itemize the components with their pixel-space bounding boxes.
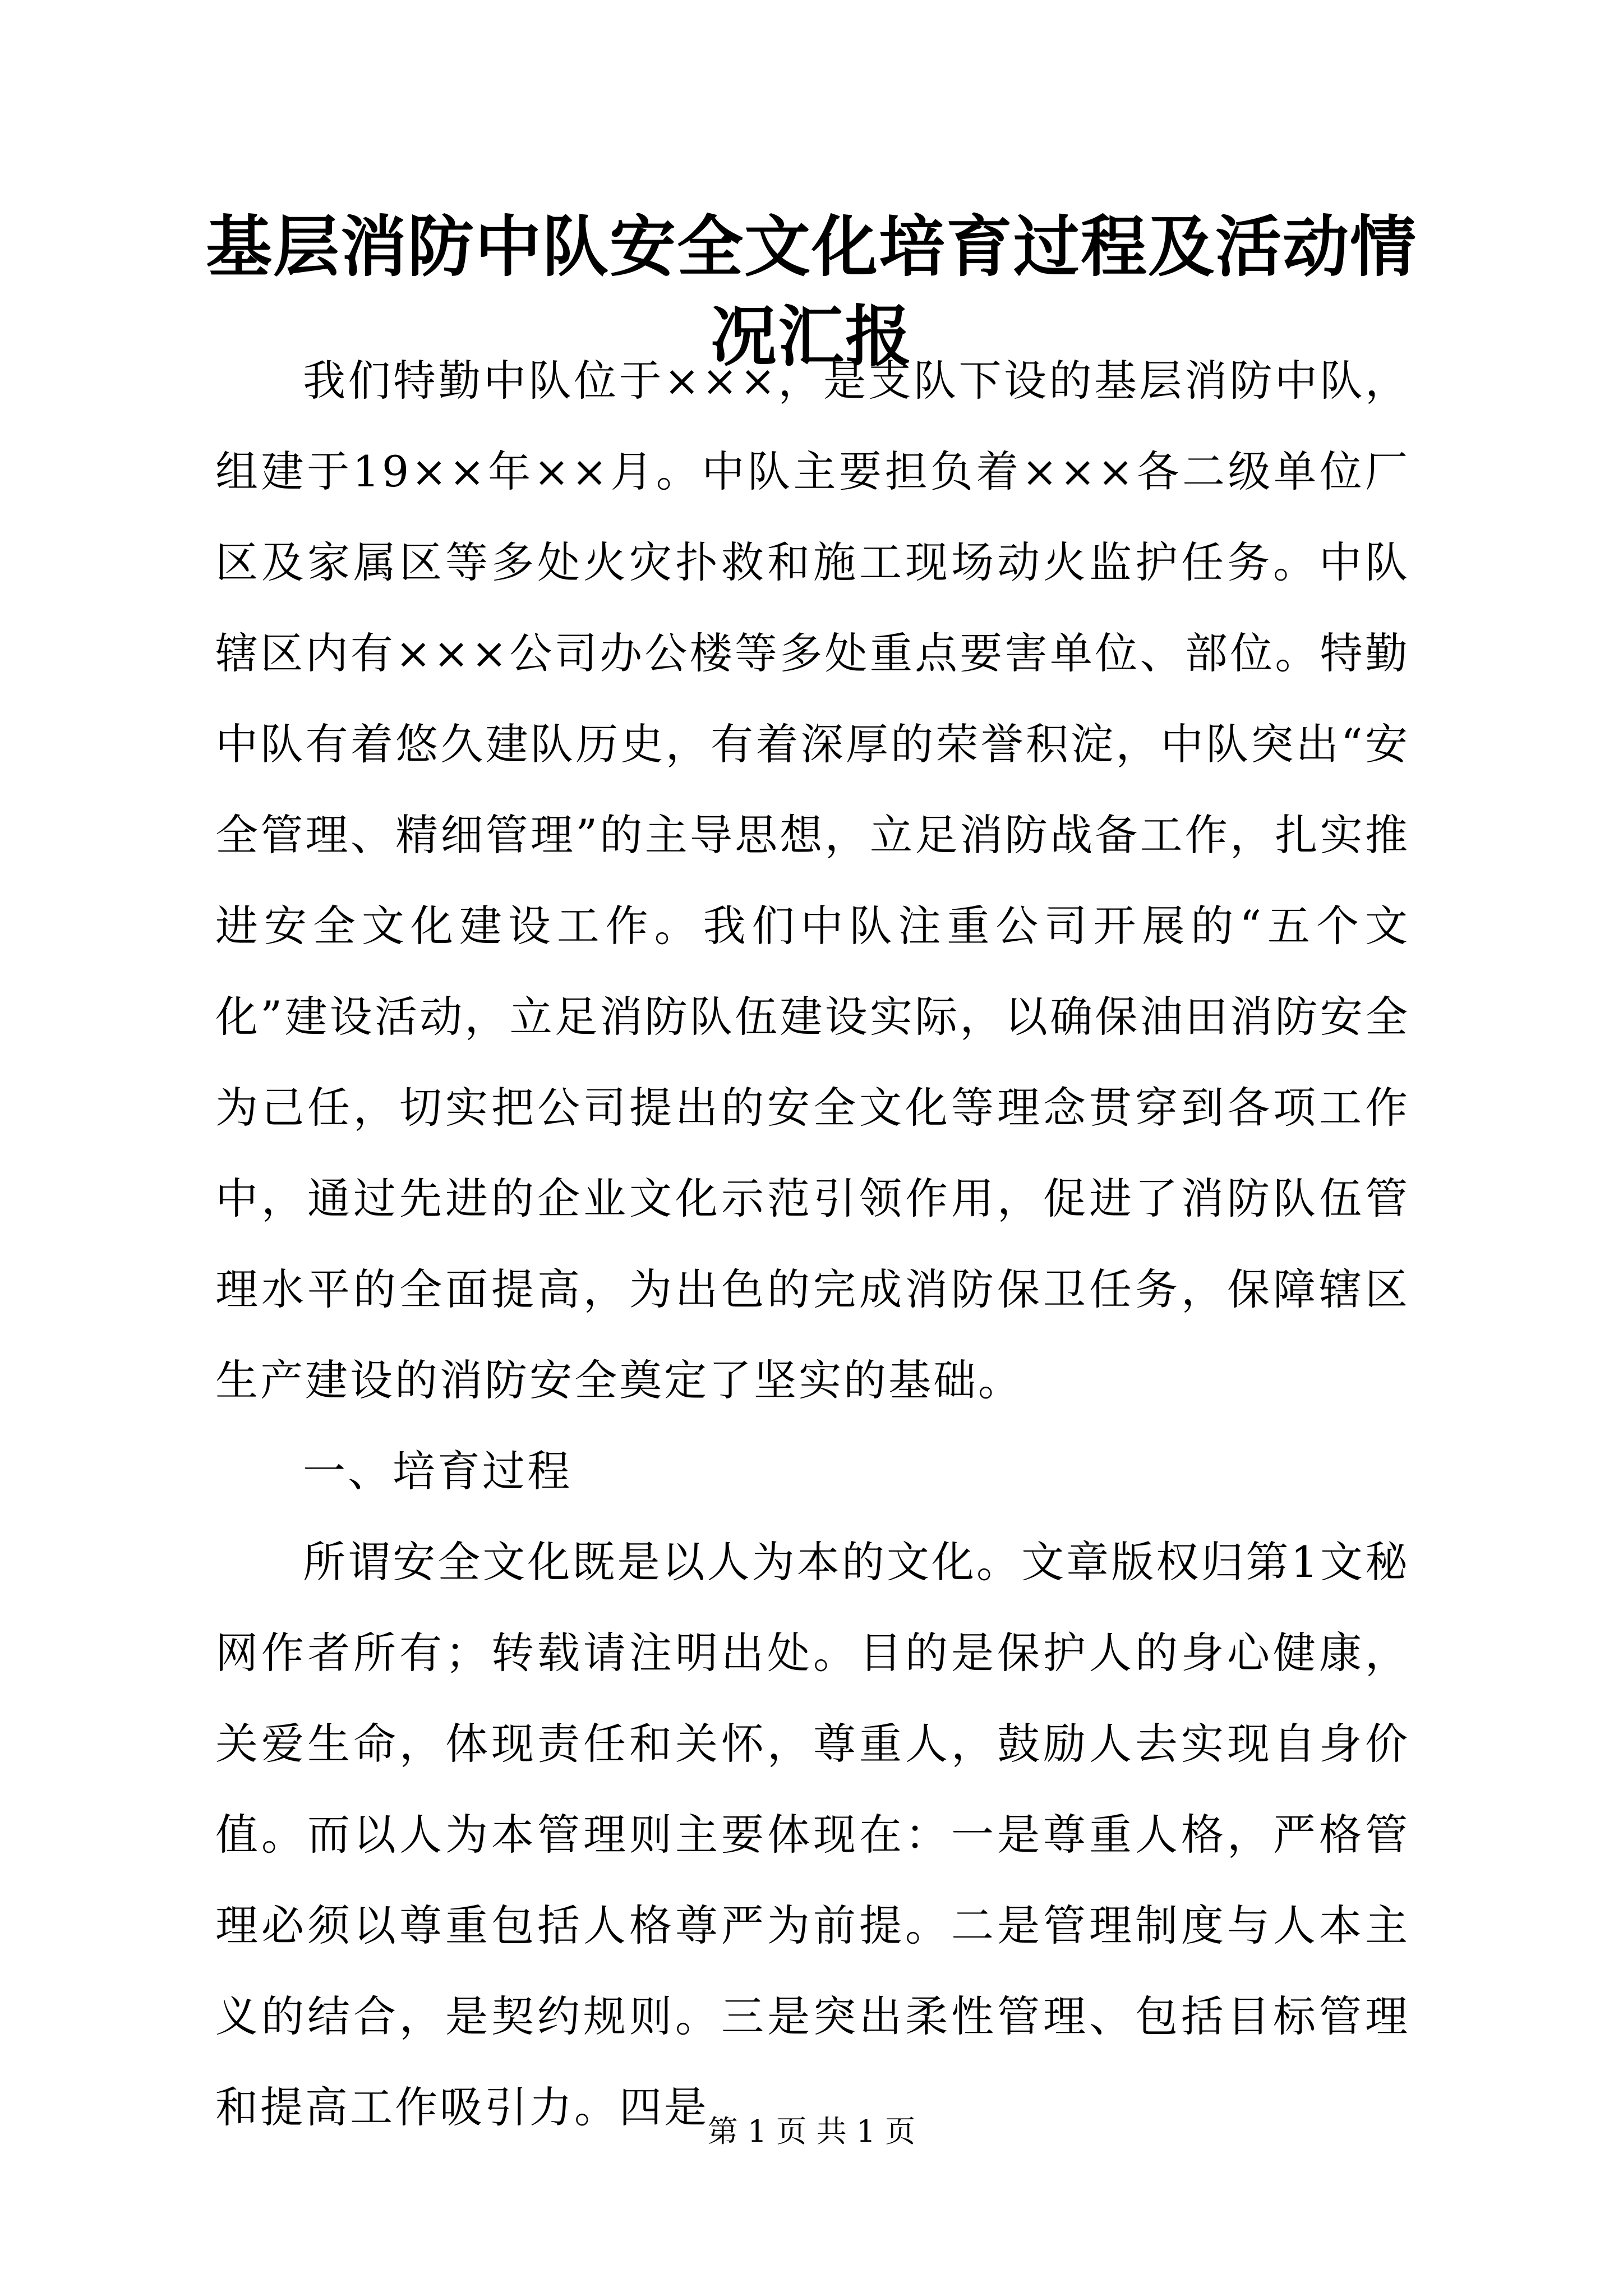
- document-title: 基层消防中队安全文化培育过程及活动情况汇报: [205, 208, 1417, 375]
- document-body: [215, 335, 1410, 2153]
- section-heading: 一、培育过程: [303, 1446, 572, 1496]
- page-footer: 第 1 页 共 1 页: [707, 2114, 916, 2149]
- intro-paragraph: 我们特勤中队位于×××，是支队下设的基层消防中队，组建于19××年××月。中队主要担负着×××各二级单位厂区及家属区等多处火灾扑救和施工现场动火监护任务。中队辖区内有×××公司办公楼等多处重点要害单位、部位。特勤中队有着悠久建队历史，有着深厚的荣誉积淀，中队突出“安全管理、精细管理”的主导思想，立足消防战备工作，扎实推进安全文化建设工作。我们中队注重公司开展的“五个文化”建设活动，立足消防队伍建设实际，以确保油田消防安全为己任，切实把公司提出的安全文化等理念贯穿到各项工作中，通过先进的企业文化示范引领作用，促进了消防队伍管理水平的全面提高，为出色的完成消防保卫任务，保障辖区生产建设的消防安全奠定了坚实的基础。: [215, 356, 1410, 1405]
- section-paragraph: 所谓安全文化既是以人为本的文化。文章版权归第1文秘网作者所有；转载请注明出处。目的是保护人的身心健康，关爱生命，体现责任和关怀，尊重人，鼓励人去实现自身价值。而以人为本管理则主要体现在：一是尊重人格，严格管理必须以尊重包括人格尊严为前提。二是管理制度与人本主义的结合，是契约规则。三是突出柔性管理、包括目标管理和提高工作吸引力。四是: [215, 1537, 1410, 2132]
